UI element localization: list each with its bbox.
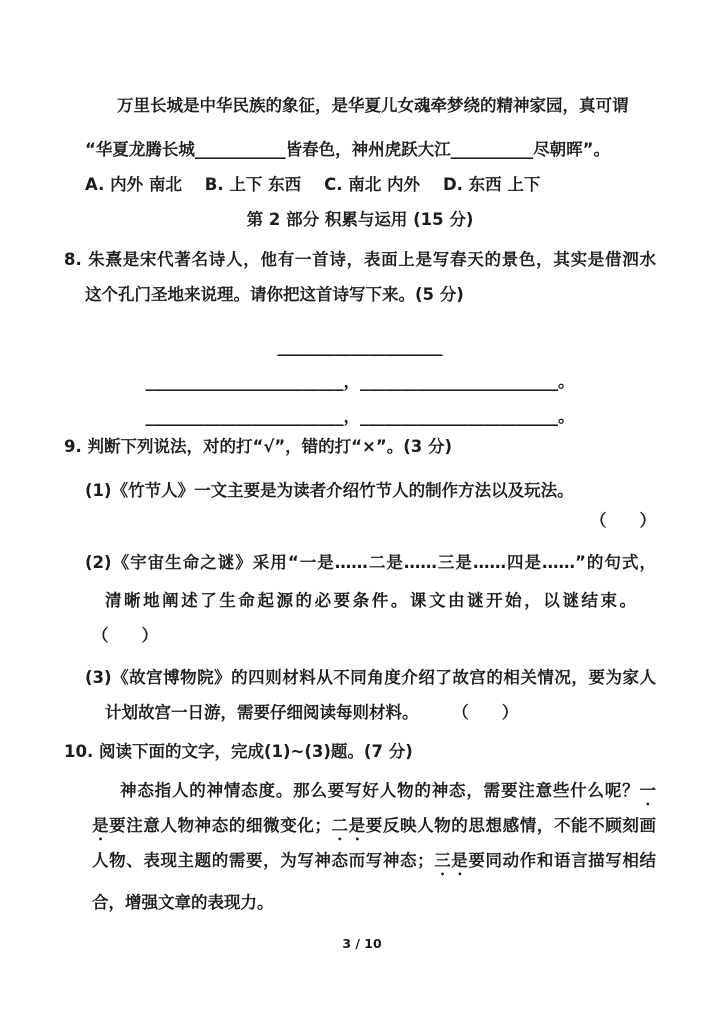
- section-heading: 第 2 部分 积累与运用 (15 分): [246, 210, 474, 229]
- plain-text: 合，增强文章的表现力。: [92, 893, 274, 912]
- choice-options: A. 内外 南北 B. 上下 东西 C. 南北 内外 D. 东西 上下: [85, 175, 541, 194]
- fill-blank-sentence: “华夏龙腾长城___________皆春色，神州虎跃大江__________尽朝晖”。: [85, 140, 610, 159]
- judgment-item-2-answer-parens: （ ）: [92, 626, 158, 645]
- judgment-item-3-line-2: [105, 695, 656, 730]
- plain-text: 要注意人物神态的细微变化；: [109, 816, 331, 835]
- page-content: [64, 88, 656, 920]
- plain-text: 要反映人物的思想感情，不能不顾刻画: [365, 816, 656, 835]
- reading-paragraph-line-4: [92, 885, 656, 920]
- judgment-item-2-line-1: (2)《宇宙生命之谜》采用“一是……二是……三是……四是……”的句式，: [85, 553, 656, 572]
- poem-title-blank: ____________________: [277, 337, 443, 356]
- judgment-item-2-line-2: 清晰地阐述了生命起源的必要条件。课文由谜开始，以谜结束。: [105, 591, 636, 610]
- plain-text: 要同动作和语言描写相结: [468, 851, 656, 870]
- judgment-item-3-line-1: (3)《故宫博物院》的四则材料从不同角度介绍了故宫的相关情况，要为家人: [85, 668, 656, 687]
- reading-paragraph-line-2: [92, 808, 656, 843]
- question-8-stem-line-2: 这个孔门圣地来说理。请你把这首诗写下来。(5 分): [85, 285, 464, 304]
- question-8-stem-line-1: 8. 朱熹是宋代著名诗人，他有一首诗，表面上是写春天的景色，其实是借泗水: [64, 250, 656, 269]
- emphasized-text: 二是: [330, 816, 366, 835]
- question-10-stem: 10. 阅读下面的文字，完成(1)~(3)题。(7 分): [64, 742, 413, 761]
- question-9-stem: 9. 判断下列说法，对的打“√”，错的打“×”。(3 分): [64, 437, 453, 456]
- judgment-item-3-text: 计划故宫一日游，需要仔细阅读每则材料。: [105, 703, 419, 722]
- page-number: 3 / 10: [342, 936, 382, 951]
- emphasized-text: 三是: [433, 851, 469, 870]
- reading-paragraph-line-3: [92, 843, 656, 878]
- passage-line-1: 万里长城是中华民族的象征，是华夏儿女魂牵梦绕的精神家园，真可谓: [117, 96, 629, 115]
- plain-text: 神态指人的神情态度。那么要写好人物的神态，需要注意些什么呢？: [120, 781, 640, 800]
- emphasized-text: 是: [92, 816, 110, 835]
- judgment-item-1-answer-parens: （ ）: [590, 511, 656, 530]
- emphasized-text: 一: [639, 781, 656, 800]
- poem-verse-line-2: ________________________，________________________。: [145, 407, 575, 426]
- reading-paragraph-line-1: [92, 773, 656, 808]
- judgment-item-3-answer-parens: （ ）: [460, 703, 519, 722]
- plain-text: 人物、表现主题的需要，为写神态而写神态；: [92, 851, 434, 870]
- poem-verse-line-1: ________________________，________________________。: [145, 372, 575, 391]
- judgment-item-1: (1)《竹节人》一文主要是为读者介绍竹节人的制作方法以及玩法。: [85, 481, 574, 500]
